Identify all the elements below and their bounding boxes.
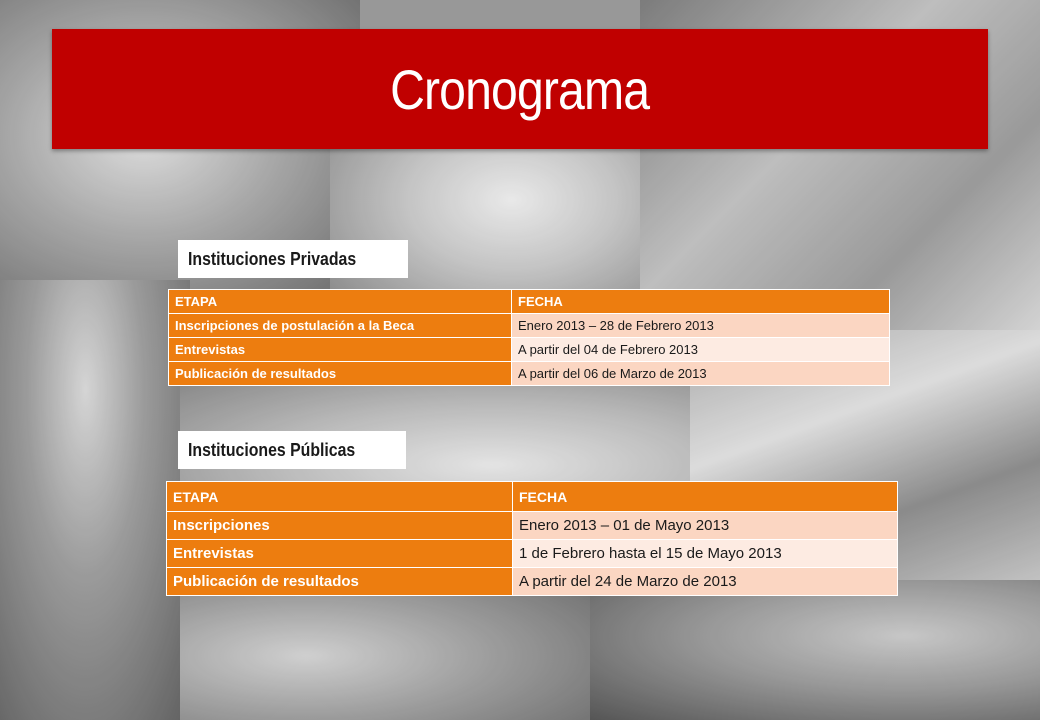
column-header-etapa: ETAPA [169,290,512,314]
table-row [169,362,890,386]
etapa-cell: Entrevistas [167,540,513,568]
fecha-cell: Enero 2013 – 28 de Febrero 2013 [512,314,890,338]
title-banner [52,29,988,149]
table-header-row [167,482,898,512]
etapa-cell: Publicación de resultados [169,362,512,386]
column-header-fecha: FECHA [512,290,890,314]
fecha-cell: A partir del 04 de Febrero 2013 [512,338,890,362]
schedule-table-privadas [168,289,890,386]
etapa-cell: Publicación de resultados [167,568,513,596]
column-header-fecha: FECHA [513,482,898,512]
section-heading-publicas: Instituciones Públicas [178,431,406,469]
etapa-cell: Inscripciones de postulación a la Beca [169,314,512,338]
fecha-cell: A partir del 24 de Marzo de 2013 [513,568,898,596]
table-header-row [169,290,890,314]
table-row [167,512,898,540]
etapa-cell: Entrevistas [169,338,512,362]
column-header-etapa: ETAPA [167,482,513,512]
fecha-cell: 1 de Febrero hasta el 15 de Mayo 2013 [513,540,898,568]
etapa-cell: Inscripciones [167,512,513,540]
fecha-cell: Enero 2013 – 01 de Mayo 2013 [513,512,898,540]
fecha-cell: A partir del 06 de Marzo de 2013 [512,362,890,386]
table-row [167,568,898,596]
table-row [167,540,898,568]
slide-title: Cronograma [390,57,650,121]
section-heading-privadas: Instituciones Privadas [178,240,408,278]
table-row [169,338,890,362]
schedule-table-publicas [166,481,898,596]
table-row [169,314,890,338]
